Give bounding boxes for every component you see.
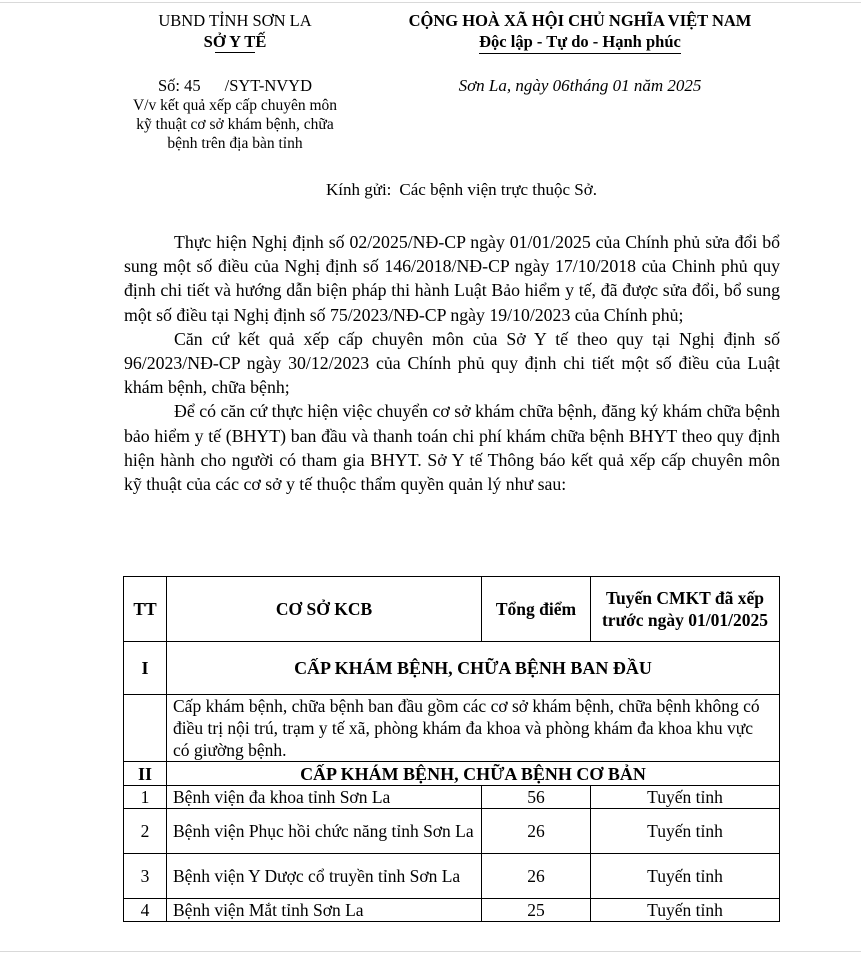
body-paragraph: Căn cứ kết quả xếp cấp chuyên môn của Sở Y tế theo quy tại Nghị định số 96/2023/NĐ-CP ngày 30/12/2023 của Chính phủ quy định chi tiết một số điều của Luật khám bệnh, chữa bệnh; <box>124 328 780 398</box>
issuer-organization: UBND TỈNH SƠN LA <box>158 11 312 30</box>
facility-name: Bệnh viện Y Dược cổ truyền tỉnh Sơn La <box>167 854 482 899</box>
column-header-facility: CƠ SỞ KCB <box>167 577 482 642</box>
page-top-border <box>0 2 861 3</box>
document-number-suffix: /SYT-NVYD <box>224 76 313 95</box>
empty-cell <box>124 695 167 762</box>
row-index: 2 <box>124 809 167 854</box>
section-note: Cấp khám bệnh, chữa bệnh ban đầu gồm các cơ sở khám bệnh, chữa bệnh không có điều trị nội trú, trạm y tế xã, phòng khám đa khoa và phòng khám đa khoa khu vực có giường bệnh. <box>167 695 780 762</box>
total-score: 26 <box>482 854 591 899</box>
row-index: 1 <box>124 786 167 809</box>
table-row <box>124 809 780 854</box>
column-header-score: Tổng điểm <box>482 577 591 642</box>
row-index: 3 <box>124 854 167 899</box>
total-score: 56 <box>482 786 591 809</box>
document-subject <box>130 96 340 153</box>
document-number <box>130 75 340 96</box>
table-row <box>124 854 780 899</box>
section-row <box>124 762 780 786</box>
facility-ranking-table <box>123 576 780 922</box>
tier: Tuyến tỉnh <box>591 809 780 854</box>
document-number-prefix: Số: 45 <box>157 76 201 95</box>
section-title: CẤP KHÁM BỆNH, CHỮA BỆNH CƠ BẢN <box>167 762 780 786</box>
total-score: 26 <box>482 809 591 854</box>
recipient-line <box>120 180 803 200</box>
column-header-tt: TT <box>124 577 167 642</box>
department-underline <box>215 52 255 53</box>
facility-name: Bệnh viện Phục hồi chức năng tỉnh Sơn La <box>167 809 482 854</box>
document-body <box>124 230 780 496</box>
section-row <box>124 642 780 695</box>
national-motto: Độc lập - Tự do - Hạnh phúc <box>479 31 681 54</box>
place-and-date: Sơn La, ngày 06tháng 01 năm 2025 <box>458 76 702 95</box>
tier: Tuyến tỉnh <box>591 854 780 899</box>
national-heading-block <box>390 10 770 96</box>
total-score: 25 <box>482 899 591 922</box>
subject-line: V/v kết quả xếp cấp chuyên môn <box>132 97 338 114</box>
section-title: CẤP KHÁM BỆNH, CHỮA BỆNH BAN ĐẦU <box>167 642 780 695</box>
issuer-block <box>130 10 340 153</box>
subject-line: bệnh trên địa bàn tỉnh <box>167 135 303 152</box>
page-bottom-border <box>0 951 861 952</box>
section-index: I <box>124 642 167 695</box>
body-paragraph: Thực hiện Nghị định số 02/2025/NĐ-CP ngày 01/01/2025 của Chính phủ sửa đổi bổ sung một số điều của Nghị định số 146/2018/NĐ-CP ngày 17/10/2018 của Chinh phủ quy định chi tiết và hướng dẫn biện pháp thi hành Luật Bảo hiểm y tế, đã được sửa đổi, bổ sung một số điều tại Nghị định số 75/2023/NĐ-CP ngày 19/10/2023 của Chính phủ; <box>124 232 780 325</box>
issuer-department: SỞ Y TẾ <box>203 32 267 51</box>
body-paragraph: Để có căn cứ thực hiện việc chuyển cơ sở khám chữa bệnh, đăng ký khám chữa bệnh bảo hiểm y tế (BHYT) ban đầu và thanh toán chi phí khám chữa bệnh BHYT theo quy định hiện hành cho người có tham gia BHYT. Sở Y tế Thông báo kết quả xếp cấp chuyên môn kỹ thuật của các cơ sở y tế thuộc thẩm quyền quản lý như sau: <box>124 401 780 495</box>
recipient-label: Kính gửi: <box>325 180 392 199</box>
tier: Tuyến tỉnh <box>591 899 780 922</box>
facility-name: Bệnh viện đa khoa tỉnh Sơn La <box>167 786 482 809</box>
recipient-value: Các bệnh viện trực thuộc Sở. <box>399 180 598 199</box>
subject-line: kỹ thuật cơ sở khám bệnh, chữa <box>136 116 334 133</box>
facility-name: Bệnh viện Mắt tỉnh Sơn La <box>167 899 482 922</box>
tier: Tuyến tỉnh <box>591 786 780 809</box>
section-index: II <box>124 762 167 786</box>
table-header-row <box>124 577 780 642</box>
table-row <box>124 899 780 922</box>
table-row <box>124 786 780 809</box>
column-header-tier: Tuyến CMKT đã xếp trước ngày 01/01/2025 <box>591 577 780 642</box>
nation-title: CỘNG HOÀ XÃ HỘI CHỦ NGHĨA VIỆT NAM <box>408 11 752 30</box>
section-note-row <box>124 695 780 762</box>
row-index: 4 <box>124 899 167 922</box>
